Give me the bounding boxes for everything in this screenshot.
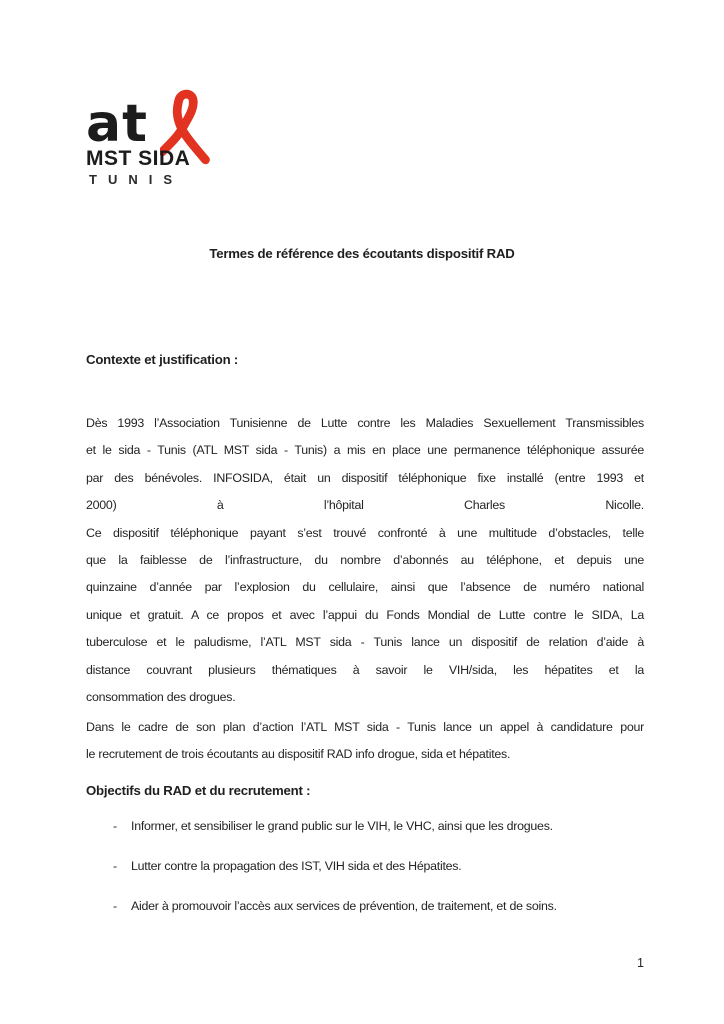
context-paragraph-2 — [86, 714, 644, 769]
objective-text: Aider à promouvoir l’accès aux services de prévention, de traitement, et de soins. — [131, 898, 557, 913]
text-line: consommation des drogues. — [86, 690, 236, 705]
text-line: que la faiblesse de l’infrastructure, du nombre d’abonnés au téléphone, et depuis une — [86, 553, 644, 568]
text-line: le recrutement de trois écoutants au dispositif RAD info drogue, sida et hépatites. — [86, 747, 511, 762]
text-line: 2000) à l’hôpital Charles Nicolle. — [86, 498, 644, 513]
text-line: unique et gratuit. A ce propos et avec l’appui du Fonds Mondial de Lutte contre le SIDA, La — [86, 607, 644, 622]
page-number: 1 — [637, 956, 644, 970]
objectives-heading: Objectifs du RAD et du recrutement : — [86, 783, 311, 798]
text-line: tuberculose et le paludisme, l’ATL MST sida - Tunis lance un dispositif de relation d’aide à — [86, 635, 644, 650]
text-line: Dès 1993 l’Association Tunisienne de Lutte contre les Maladies Sexuellement Transmissibles — [86, 416, 644, 430]
logo-city: TUNIS — [89, 172, 183, 187]
atl-logo — [86, 86, 246, 196]
logo-subtitle: MST SIDA — [86, 147, 191, 170]
text-line: et le sida - Tunis (ATL MST sida - Tunis) a mis en place une permanence téléphonique assurée — [86, 443, 644, 458]
list-item — [86, 853, 644, 880]
logo-letters: at — [86, 94, 148, 154]
list-item — [86, 893, 644, 920]
objective-text: Informer, et sensibiliser le grand public sur le VIH, le VHC, ainsi que les drogues. — [131, 819, 553, 833]
bullet-marker: - — [113, 898, 117, 913]
text-line: par des bénévoles. INFOSIDA, était un dispositif téléphonique fixe installé (entre 1993 et — [86, 470, 644, 485]
text-line: Ce dispositif téléphonique payant s’est trouvé confronté à une multitude d’obstacles, telle — [86, 525, 644, 540]
context-heading: Contexte et justification : — [86, 352, 239, 367]
bullet-marker: - — [113, 858, 117, 873]
bullet-marker: - — [113, 819, 117, 833]
text-line: quinzaine d’année par l’explosion du cellulaire, ainsi que l’absence de numéro national — [86, 580, 644, 595]
objectives-list — [86, 813, 644, 932]
text-line: Dans le cadre de son plan d’action l’ATL MST sida - Tunis lance un appel à candidature pour — [86, 720, 644, 734]
objective-text: Lutter contre la propagation des IST, VIH sida et des Hépatites. — [131, 858, 462, 873]
text-line: distance couvrant plusieurs thématiques à savoir le VIH/sida, les hépatites et la — [86, 662, 644, 677]
document-title: Termes de référence des écoutants dispositif RAD — [209, 246, 515, 261]
list-item — [86, 813, 644, 840]
context-paragraph-1 — [86, 410, 644, 711]
